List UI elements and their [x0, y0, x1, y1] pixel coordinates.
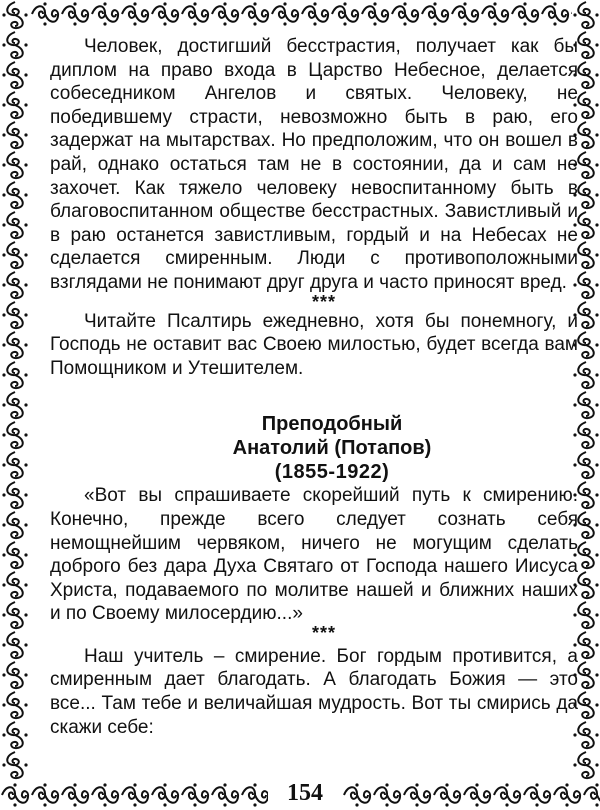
- paragraph-2: Читайте Псалтирь ежедневно, хотя бы понемногу, и Господь не оставит вас Своею милостью, будет всегда вам Помощником и Утешителем.: [50, 310, 578, 379]
- separator-2: ***: [311, 622, 336, 643]
- ornament-border-bottom-right: [342, 780, 600, 810]
- section-heading: [86, 412, 578, 484]
- ornament-top-icon: [0, 0, 600, 28]
- separator-1: ***: [311, 291, 336, 312]
- ornament-left-icon: [0, 0, 30, 810]
- ornament-border-bottom-left: [0, 780, 268, 810]
- ornament-bottom-right-icon: [342, 780, 600, 810]
- ornament-bottom-left-icon: [0, 780, 268, 810]
- ornament-border-top: [0, 0, 600, 28]
- paragraph-4: Наш учитель – смирение. Бог гордым противится, а смиренным дает благодать. А благодать Божия — это все... Там тебе и величайшая мудрость. Вот ты смирись да скажи себе:: [50, 645, 578, 738]
- heading-line-1: Преподобный: [261, 413, 403, 436]
- page-number: 154: [287, 780, 323, 806]
- page-content: [50, 32, 578, 739]
- heading-line-2: Анатолий (Потапов): [232, 437, 432, 460]
- paragraph-1: Человек, достигший бесстрастия, получает как бы диплом на право входа в Царство Небесное, делается собеседником Ангелов и святых. Человеку, не победившему страсти, невозможно быть в раю, его задержат на мытарствах. Но предположим, что он вошел в рай, однако остаться там не в состоянии, да и сам не захочет. Как тяжело человеку невоспитанному быть в благовоспитанном обществе бесстрастных. Завистливый и в раю останется завистливым, гордый и на Небесах не сделается смиренным. Люди с противоположными взглядами не понимают друг друга и часто приносят вред.: [50, 36, 578, 293]
- paragraph-3: «Вот вы спрашиваете скорейший путь к смирению. Конечно, прежде всего следует сознать себя немощнейшим червяком, ничего не могущим сделать доброго без дара Духа Святаго от Господа нашего Иисуса Христа, подаваемого по молитве нашей и ближних наших и по Своему милосердию...»: [50, 485, 578, 625]
- heading-dates: (1855-1922): [274, 461, 390, 484]
- ornament-border-left: [0, 0, 30, 810]
